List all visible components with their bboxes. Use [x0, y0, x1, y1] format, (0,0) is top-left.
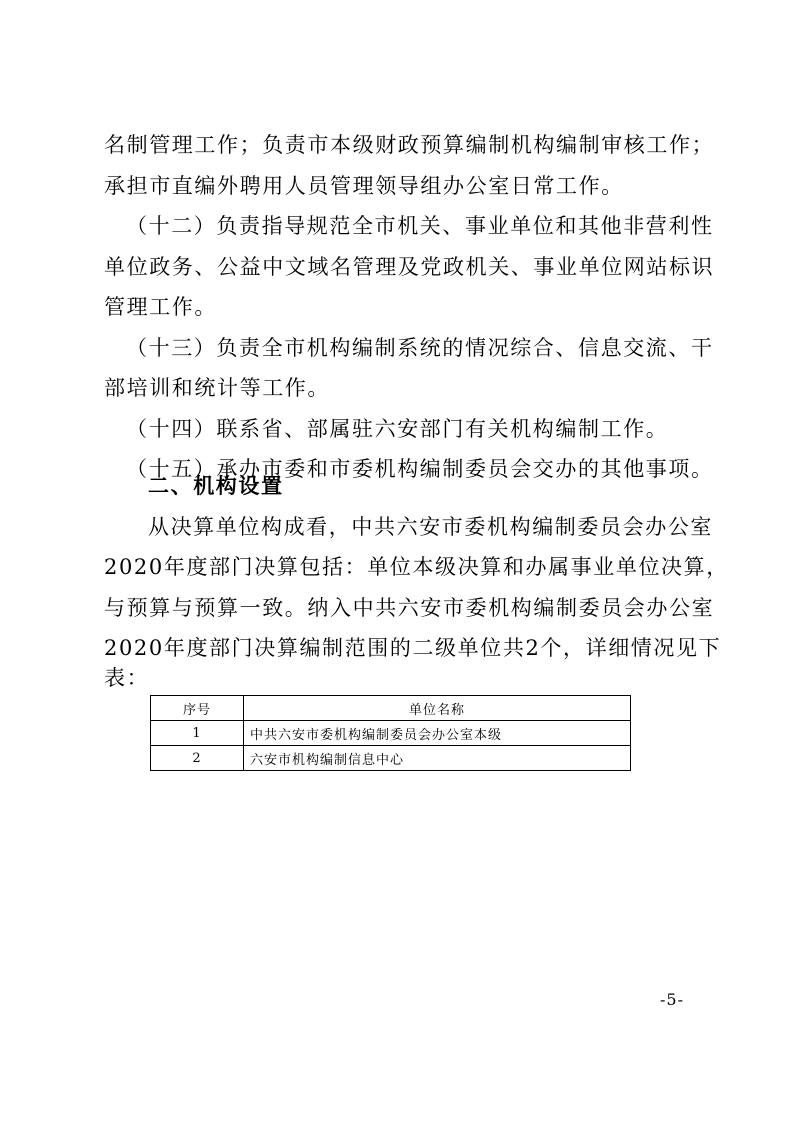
- para2-line-3: 与预算与预算一致。纳入中共六安市委机构编制委员会办公室: [104, 596, 715, 620]
- page-number: -5-: [660, 990, 684, 1009]
- row-serial: 1: [151, 721, 244, 746]
- header-serial: 序号: [151, 696, 244, 721]
- para2-line-5: 表：: [104, 666, 150, 690]
- table-row: [151, 721, 631, 746]
- item-12-line-3: 管理工作。: [104, 295, 217, 319]
- row-unit-name: 六安市机构编制信息中心: [244, 746, 631, 771]
- item-12-line-1: （十二）负责指导规范全市机关、事业单位和其他非营利性: [126, 214, 714, 238]
- para2-line-1: 从决算单位构成看，中共六安市委机构编制委员会办公室: [148, 515, 713, 539]
- body-line-1: 名制管理工作；负责市本级财政预算编制机构编制审核工作；: [104, 133, 715, 157]
- row-unit-name: 中共六安市委机构编制委员会办公室本级: [244, 721, 631, 746]
- item-13-line-2: 部培训和统计等工作。: [104, 376, 330, 400]
- unit-table: [150, 695, 631, 771]
- item-15-line: （十五）承办市委和市委机构编制委员会交办的其他事项。: [126, 457, 714, 481]
- header-unit-name: 单位名称: [244, 696, 631, 721]
- row-serial: 2: [151, 746, 244, 771]
- item-14-line: （十四）联系省、部属驻六安部门有关机构编制工作。: [126, 417, 669, 441]
- item-12-line-2: 单位政务、公益中文域名管理及党政机关、事业单位网站标识: [104, 255, 715, 279]
- para2-line-4: 2020年度部门决算编制范围的二级单位共2个，详细情况见下: [104, 636, 722, 660]
- section-heading: 二、机构设置: [148, 474, 284, 498]
- para2-line-2: 2020年度部门决算包括：单位本级决算和办属事业单位决算，: [104, 555, 729, 579]
- table-row: [151, 746, 631, 771]
- item-13-line-1: （十三）负责全市机构编制系统的情况综合、信息交流、干: [126, 336, 714, 360]
- body-line-2: 承担市直编外聘用人员管理领导组办公室日常工作。: [104, 174, 624, 198]
- table-header-row: [151, 696, 631, 721]
